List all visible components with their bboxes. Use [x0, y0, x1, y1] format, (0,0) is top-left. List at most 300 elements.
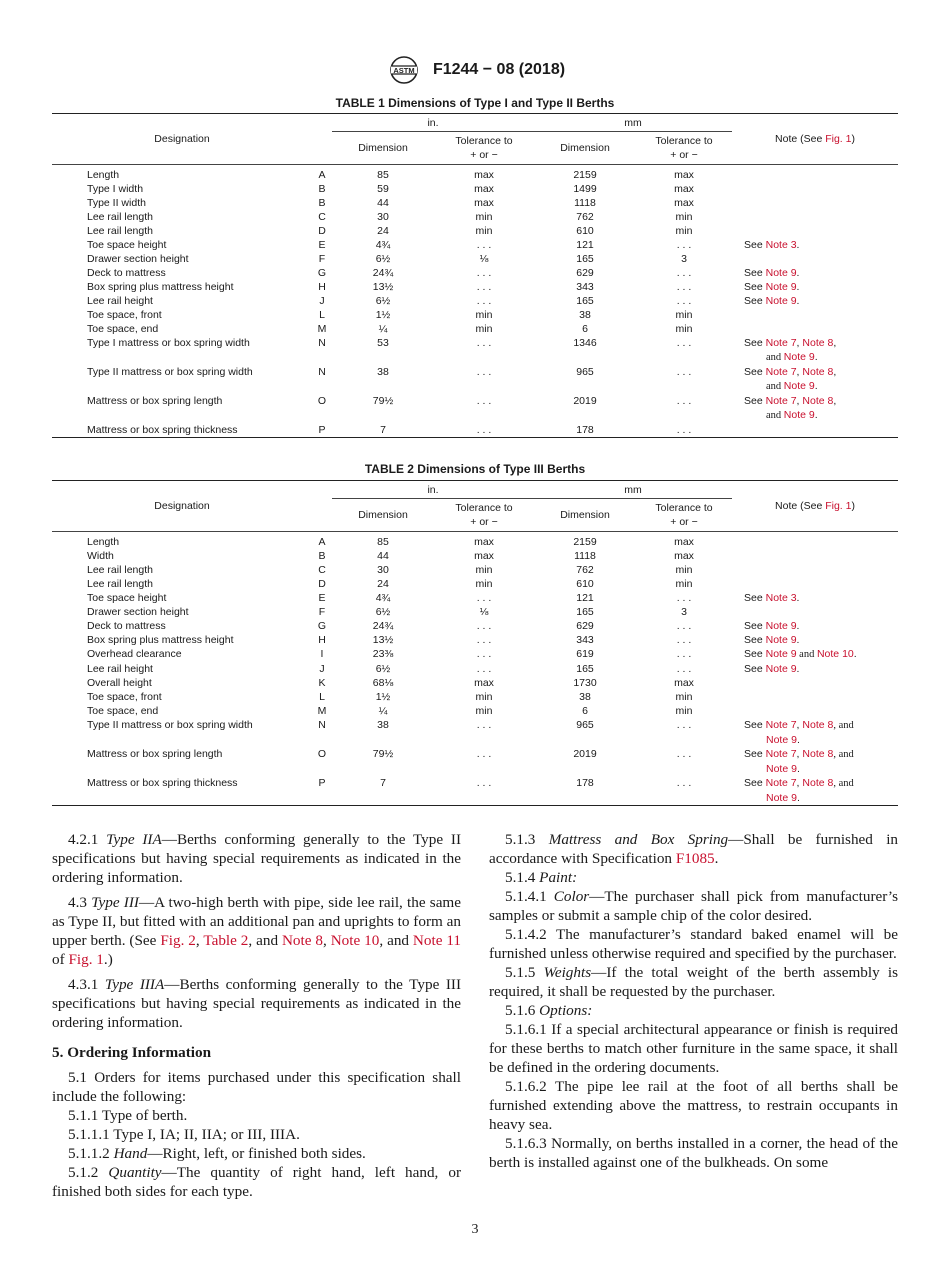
paragraph [489, 868, 898, 887]
fig1-link[interactable]: Fig. 1 [825, 500, 852, 512]
text-run: , [195, 932, 204, 949]
inch-tolerance-cell: max [474, 197, 494, 209]
inch-value-cell: 24¾ [372, 620, 394, 632]
inch-tolerance-cell: min [475, 705, 493, 717]
inch-value-cell: 44 [377, 197, 389, 209]
text-run: 5. Ordering Information [52, 1044, 212, 1061]
paragraph [489, 1134, 898, 1172]
note-link[interactable]: Note 7 [765, 366, 797, 378]
mm-value-cell: 965 [576, 719, 594, 731]
dimension-header: Dimension [358, 509, 408, 521]
note-cell [732, 423, 898, 438]
note-text: . [796, 663, 800, 675]
note-text: , [796, 395, 803, 407]
note-text: and [766, 352, 784, 363]
table-row [52, 322, 898, 336]
italic-term: Quantity [108, 1164, 162, 1181]
table-row [52, 196, 898, 210]
inch-value-cell: 85 [377, 536, 389, 548]
mm-tolerance-cell: . . . [676, 663, 692, 675]
mm-tolerance-cell: . . . [676, 777, 692, 789]
note-link[interactable]: Note 9 [765, 648, 797, 660]
inch-value-cell: ¼ [378, 323, 388, 335]
designation-cell: Overall height [87, 677, 152, 689]
table-row [52, 747, 898, 776]
note-text: . [814, 351, 818, 363]
code-cell: N [318, 337, 326, 349]
inch-tolerance-cell: . . . [476, 281, 492, 293]
mm-value-cell: 610 [576, 225, 594, 237]
note-cell [732, 280, 898, 294]
note-cell [732, 718, 898, 747]
table-row [52, 266, 898, 280]
paragraph [52, 1144, 461, 1163]
inch-tolerance-cell: min [475, 578, 493, 590]
mm-tolerance-cell: . . . [676, 366, 692, 378]
code-cell: M [317, 705, 327, 717]
code-cell: P [318, 424, 326, 436]
text-run: .) [103, 951, 113, 968]
code-cell: M [317, 323, 327, 335]
table-row [52, 336, 898, 365]
code-cell: B [318, 550, 326, 562]
designation-cell: Length [87, 536, 120, 548]
text-run: 5.1.4.1 [505, 888, 554, 905]
inch-value-cell: 4¾ [375, 592, 391, 604]
table-row [52, 294, 898, 308]
note-cell [732, 308, 898, 322]
inch-tolerance-cell: max [474, 550, 494, 562]
inch-tolerance-cell: . . . [476, 395, 492, 407]
inch-tolerance-cell: min [475, 211, 493, 223]
designation-header: Designation [154, 500, 210, 512]
note-link[interactable]: Note 7 [765, 748, 797, 760]
note-text: . [796, 792, 800, 804]
document-id: F1244 − 08 (2018) [432, 61, 566, 78]
italic-term: Color [553, 888, 590, 905]
inch-tolerance-cell: min [475, 309, 493, 321]
paragraph [489, 830, 898, 868]
designation-cell: Deck to mattress [87, 620, 166, 632]
note-cell [732, 365, 898, 394]
table-row [52, 633, 898, 647]
designation-cell: Mattress or box spring thickness [87, 424, 238, 436]
paragraph [489, 963, 898, 1001]
note-continuation [744, 733, 898, 747]
note-text: See [744, 267, 766, 279]
code-cell: B [318, 183, 326, 195]
paragraph [52, 830, 461, 887]
cross-reference-link[interactable]: Table 2 [203, 932, 249, 949]
note-link[interactable]: Note 9 [766, 734, 797, 746]
note-text: . [796, 281, 800, 293]
note-link[interactable]: Note 9 [765, 634, 797, 646]
inch-header: in. [332, 481, 534, 499]
note-text: , and [833, 749, 854, 760]
right-column [489, 830, 898, 1172]
note-link[interactable]: Note 8 [802, 366, 834, 378]
note-link[interactable]: Note 8 [802, 777, 834, 789]
code-cell: O [317, 395, 327, 407]
code-cell: H [318, 634, 326, 646]
text-run: of [52, 951, 69, 968]
text-run: 5.1.1.2 [68, 1145, 114, 1162]
text-run: 4.3.1 [68, 976, 105, 993]
mm-tolerance-cell: min [675, 705, 693, 717]
note-text: See [744, 634, 766, 646]
cross-reference-link[interactable]: Note 10 [330, 932, 380, 949]
note-cell [732, 776, 898, 806]
table-row [52, 532, 898, 550]
inch-value-cell: 85 [377, 169, 389, 181]
code-cell: J [319, 295, 325, 307]
table2 [52, 480, 898, 806]
note-text: See [744, 748, 766, 760]
note-cell [732, 252, 898, 266]
mm-tolerance-cell: . . . [676, 748, 692, 760]
inch-tolerance-cell: . . . [476, 719, 492, 731]
mm-tolerance-cell: . . . [676, 719, 692, 731]
table-row [52, 718, 898, 747]
fig1-link[interactable]: Fig. 1 [825, 133, 852, 145]
inch-value-cell: 30 [377, 564, 389, 576]
dimension-header: Dimension [560, 509, 610, 521]
section-heading [52, 1043, 461, 1062]
paragraph [489, 887, 898, 925]
inch-tolerance-cell: min [475, 225, 493, 237]
table-row [52, 252, 898, 266]
inch-tolerance-cell: min [475, 691, 493, 703]
note-text: . [796, 295, 800, 307]
inch-tolerance-cell: max [474, 183, 494, 195]
tolerance-header: Tolerance to + or − [655, 502, 713, 528]
note-cell [732, 294, 898, 308]
note-cell [732, 662, 898, 676]
table2-title: TABLE 2 Dimensions of Type III Berths [364, 462, 586, 476]
code-cell: O [317, 748, 327, 760]
note-link[interactable]: Note 9 [765, 281, 797, 293]
mm-value-cell: 121 [576, 239, 594, 251]
note-link[interactable]: Note 7 [765, 337, 797, 349]
page-number: 3 [471, 1222, 479, 1237]
designation-cell: Width [87, 550, 114, 562]
inch-value-cell: 68⅛ [372, 677, 394, 689]
inch-tolerance-cell: min [475, 323, 493, 335]
inch-value-cell: 53 [377, 337, 389, 349]
note-text: See [744, 663, 766, 675]
note-link[interactable]: Note 9 [765, 267, 797, 279]
text-run: 5.1.5 [505, 964, 544, 981]
mm-value-cell: 762 [576, 211, 594, 223]
code-cell: E [318, 592, 326, 604]
text-run: —A two-high berth with pipe, side lee rail, the same as Type II, but fitted with an additional pan and uprights to form an upper berth. (See [52, 894, 461, 949]
note-link[interactable]: Note 7 [765, 395, 797, 407]
mm-tolerance-cell: max [674, 183, 694, 195]
dimension-header: Dimension [358, 142, 408, 154]
code-cell: H [318, 281, 326, 293]
note-cell [732, 690, 898, 704]
mm-value-cell: 619 [576, 648, 594, 660]
note-link[interactable]: Note 7 [765, 777, 797, 789]
note-cell [732, 210, 898, 224]
paragraph [489, 1020, 898, 1077]
code-cell: A [318, 536, 326, 548]
code-cell: B [318, 197, 326, 209]
mm-tolerance-cell: 3 [681, 253, 687, 265]
inch-value-cell: 79½ [372, 748, 394, 760]
text-run: 5.1.2 [68, 1164, 109, 1181]
inch-tolerance-cell: . . . [476, 663, 492, 675]
paragraph [52, 1106, 461, 1125]
note-cell [732, 532, 898, 550]
note-cell [732, 549, 898, 563]
inch-tolerance-cell: max [474, 677, 494, 689]
mm-tolerance-cell: min [675, 564, 693, 576]
designation-cell: Lee rail length [87, 211, 153, 223]
note-text: , [796, 777, 803, 789]
inch-value-cell: 1½ [375, 309, 391, 321]
code-cell: N [318, 719, 326, 731]
designation-cell: Box spring plus mattress height [87, 281, 234, 293]
table-row [52, 605, 898, 619]
mm-tolerance-cell: min [675, 691, 693, 703]
note-link[interactable]: Note 3 [765, 592, 797, 604]
italic-term: Weights [543, 964, 592, 981]
note-link[interactable]: Note 3 [765, 239, 797, 251]
cross-reference-link[interactable]: Fig. 2 [160, 932, 196, 949]
text-run: —Right, left, or finished both sides. [147, 1145, 366, 1162]
table-row [52, 690, 898, 704]
note-link[interactable]: Note 9 [766, 763, 797, 775]
designation-cell: Toe space, end [87, 323, 159, 335]
code-cell: C [318, 211, 326, 223]
table-row [52, 704, 898, 718]
designation-cell: Toe space height [87, 239, 167, 251]
note-cell [732, 224, 898, 238]
note-text: . [814, 409, 818, 421]
note-cell [732, 394, 898, 423]
note-header: Note (See Fig. 1) [775, 500, 855, 512]
italic-term: Type IIA [106, 831, 162, 848]
mm-value-cell: 165 [576, 295, 594, 307]
table1 [52, 113, 898, 438]
note-link[interactable]: Note 8 [802, 395, 834, 407]
mm-value-cell: 6 [582, 705, 588, 717]
inch-tolerance-cell: ⅛ [479, 606, 489, 618]
text-run: —Berths conforming generally to the Type II specifications but having special requirements as indicated in the ordering information. [52, 831, 461, 886]
code-cell: C [318, 564, 326, 576]
note-text: , [796, 366, 803, 378]
note-header: Note (See Fig. 1) [775, 133, 855, 145]
inch-tolerance-cell: . . . [476, 239, 492, 251]
paragraph [489, 925, 898, 963]
note-link[interactable]: Note 8 [802, 719, 834, 731]
text-run: , [323, 932, 331, 949]
paragraph [52, 1163, 461, 1201]
note-link[interactable]: Note 9 [765, 663, 797, 675]
cross-reference-link[interactable]: F1085 [675, 850, 715, 867]
table-row [52, 619, 898, 633]
designation-header: Designation [154, 133, 210, 145]
inch-value-cell: 6½ [375, 295, 391, 307]
note-cell [732, 563, 898, 577]
designation-cell: Toe space, end [87, 705, 159, 717]
mm-tolerance-cell: max [674, 550, 694, 562]
astm-logo-icon [385, 55, 423, 85]
note-text: See [744, 395, 766, 407]
table-row [52, 662, 898, 676]
designation-cell: Lee rail height [87, 295, 153, 307]
paragraph [489, 1001, 898, 1020]
note-cell [732, 633, 898, 647]
paragraph [52, 893, 461, 969]
note-link[interactable]: Note 9 [783, 380, 815, 392]
tolerance-header: Tolerance to + or − [655, 135, 713, 161]
cross-reference-link[interactable]: Fig. 1 [68, 951, 104, 968]
code-cell: L [319, 309, 325, 321]
mm-tolerance-cell: . . . [676, 592, 692, 604]
mm-header: mm [534, 114, 732, 132]
mm-value-cell: 1730 [573, 677, 597, 689]
note-text: and [766, 410, 784, 421]
note-text: and [766, 381, 784, 392]
designation-cell: Toe space, front [87, 309, 162, 321]
note-continuation [744, 350, 898, 365]
note-text: . [796, 267, 800, 279]
tolerance-header: Tolerance to + or − [455, 502, 513, 528]
code-cell: L [319, 691, 325, 703]
dimension-header: Dimension [560, 142, 610, 154]
mm-value-cell: 2019 [573, 395, 597, 407]
note-link[interactable]: Note 8 [802, 748, 834, 760]
note-text: , [796, 337, 803, 349]
table-row [52, 776, 898, 806]
designation-cell: Lee rail length [87, 564, 153, 576]
note-link[interactable]: Note 10 [816, 648, 854, 660]
italic-term: Paint: [539, 869, 578, 886]
mm-value-cell: 2019 [573, 748, 597, 760]
mm-value-cell: 965 [576, 366, 594, 378]
text-run: , and [379, 932, 413, 949]
mm-tolerance-cell: min [675, 578, 693, 590]
mm-tolerance-cell: min [675, 225, 693, 237]
note-cell [732, 165, 898, 183]
mm-tolerance-cell: max [674, 536, 694, 548]
note-text: See [744, 648, 766, 660]
inch-value-cell: 38 [377, 366, 389, 378]
text-run: —If the total weight of the berth assembly is required, it shall be requested by the purchaser. [489, 964, 898, 1000]
svg-text:ASTM: ASTM [393, 66, 415, 75]
inch-value-cell: 59 [377, 183, 389, 195]
mm-value-cell: 6 [582, 323, 588, 335]
table-row [52, 577, 898, 591]
inch-value-cell: 7 [380, 777, 386, 789]
inch-value-cell: 6½ [375, 253, 391, 265]
table-row [52, 647, 898, 662]
note-cell [732, 182, 898, 196]
note-cell [732, 196, 898, 210]
inch-value-cell: 13½ [372, 281, 394, 293]
code-cell: F [318, 253, 326, 265]
note-text: . [796, 634, 800, 646]
inch-value-cell: 1½ [375, 691, 391, 703]
note-cell [732, 619, 898, 633]
table-row [52, 238, 898, 252]
mm-value-cell: 2159 [573, 536, 597, 548]
mm-value-cell: 38 [579, 691, 591, 703]
text-run: 5.1.1.1 Type I, IA; II, IIA; or III, IIIA. [68, 1126, 300, 1143]
note-cell [732, 238, 898, 252]
designation-cell: Overhead clearance [87, 648, 182, 660]
mm-tolerance-cell: min [675, 323, 693, 335]
page-header [0, 55, 950, 85]
inch-tolerance-cell: . . . [476, 620, 492, 632]
note-cell [732, 322, 898, 336]
inch-value-cell: 4¾ [375, 239, 391, 251]
designation-cell: Toe space, front [87, 691, 162, 703]
note-text: See [744, 366, 766, 378]
note-link[interactable]: Note 7 [765, 719, 797, 731]
table1-title: TABLE 1 Dimensions of Type I and Type II Berths [335, 96, 615, 110]
note-link[interactable]: Note 9 [783, 351, 815, 363]
note-text: , [796, 748, 803, 760]
designation-cell: Type II mattress or box spring width [87, 366, 253, 378]
text-run: 5.1.6 [505, 1002, 540, 1019]
paragraph [52, 1068, 461, 1106]
inch-tolerance-cell: . . . [476, 748, 492, 760]
note-text: , [796, 719, 803, 731]
inch-value-cell: 30 [377, 211, 389, 223]
mm-tolerance-cell: . . . [676, 395, 692, 407]
text-run: 5.1.3 [505, 831, 549, 848]
note-link[interactable]: Note 9 [765, 620, 797, 632]
note-link[interactable]: Note 8 [802, 337, 834, 349]
designation-cell: Lee rail height [87, 663, 153, 675]
italic-term: Mattress and Box Spring [548, 831, 729, 848]
inch-value-cell: 24 [377, 578, 389, 590]
inch-tolerance-cell: max [474, 536, 494, 548]
mm-value-cell: 1118 [574, 550, 596, 562]
mm-value-cell: 165 [576, 606, 594, 618]
text-run: —The quantity of right hand, left hand, or finished both sides for each type. [52, 1164, 462, 1200]
code-cell: A [318, 169, 326, 181]
note-link[interactable]: Note 9 [765, 295, 797, 307]
note-link[interactable]: Note 9 [783, 409, 815, 421]
note-link[interactable]: Note 9 [766, 792, 797, 804]
cross-reference-link[interactable]: Note 8 [281, 932, 323, 949]
designation-cell: Drawer section height [87, 606, 189, 618]
cross-reference-link[interactable]: Note 11 [412, 932, 461, 949]
mm-value-cell: 178 [576, 777, 594, 789]
note-cell [732, 266, 898, 280]
designation-cell: Mattress or box spring length [87, 395, 223, 407]
code-cell: D [318, 225, 326, 237]
left-column [52, 830, 461, 1201]
table-row [52, 676, 898, 690]
note-cell [732, 647, 898, 662]
note-text: . [796, 620, 800, 632]
note-text: , [833, 366, 837, 378]
paragraph [489, 1077, 898, 1134]
inch-tolerance-cell: . . . [476, 634, 492, 646]
mm-tolerance-cell: . . . [676, 620, 692, 632]
table-row [52, 224, 898, 238]
mm-tolerance-cell: max [674, 169, 694, 181]
mm-tolerance-cell: max [674, 677, 694, 689]
mm-tolerance-cell: min [675, 211, 693, 223]
code-cell: J [319, 663, 325, 675]
code-cell: K [318, 677, 326, 689]
